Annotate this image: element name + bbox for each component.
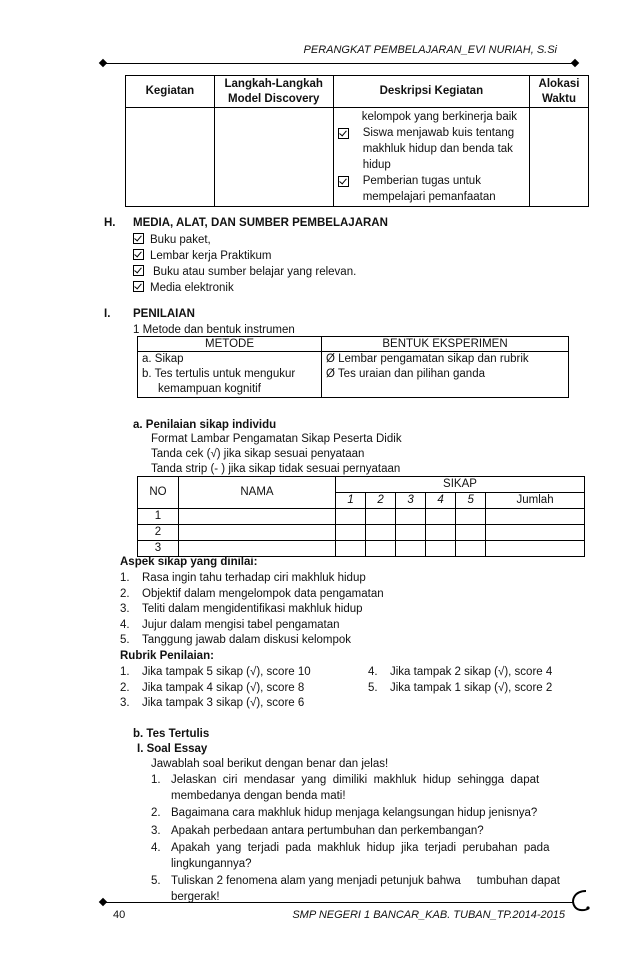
checkbox-icon bbox=[338, 128, 349, 139]
table-row bbox=[138, 509, 585, 525]
checkbox-icon bbox=[133, 265, 144, 276]
list-number: 2. bbox=[120, 681, 130, 694]
question-text: Jelaskan ciri mendasar yang dimiliki makhluk hidup sehingga dapat bbox=[171, 774, 540, 786]
question-number: 2. bbox=[151, 807, 161, 819]
question-item bbox=[151, 773, 563, 804]
cell-alokasi bbox=[530, 108, 589, 207]
header-rule-right-diamond bbox=[571, 59, 579, 67]
list-number: 4. bbox=[368, 666, 378, 678]
checkbox-icon bbox=[133, 281, 144, 292]
checkbox-icon bbox=[133, 249, 144, 260]
list-item bbox=[120, 696, 311, 712]
col-kegiatan: Kegiatan bbox=[126, 76, 215, 108]
list-item bbox=[133, 248, 356, 264]
sikap-col-4: 4 bbox=[426, 493, 456, 509]
footer-rule bbox=[103, 902, 573, 903]
question-text: membedanya dengan benda mati! bbox=[171, 789, 346, 802]
list-item bbox=[133, 280, 356, 296]
sikap-line: Format Lambar Pengamatan Sikap Peserta Didik bbox=[151, 433, 402, 445]
section-i-subtitle: 1 Metode dan bentuk instrumen bbox=[133, 324, 295, 336]
list-item bbox=[368, 681, 552, 697]
list-text: Objektif dalam mengelompok data pengamatan bbox=[142, 587, 384, 600]
footer-rule-left-diamond bbox=[99, 898, 107, 906]
col-sikap: SIKAP bbox=[336, 477, 585, 493]
sikap-col-2: 2 bbox=[366, 493, 396, 509]
list-item bbox=[120, 618, 384, 634]
row-no: 1 bbox=[138, 509, 179, 525]
question-item bbox=[151, 841, 563, 872]
list-number: 3. bbox=[120, 697, 130, 709]
list-text: Jujur dalam mengisi tabel pengamatan bbox=[142, 618, 340, 631]
col-deskripsi: Deskripsi Kegiatan bbox=[333, 76, 529, 108]
checkbox-icon bbox=[133, 233, 144, 244]
list-text: Jika tampak 2 sikap (√), score 4 bbox=[390, 666, 553, 678]
list-item bbox=[133, 232, 356, 248]
list-item bbox=[120, 602, 384, 618]
rubrik-left bbox=[120, 665, 311, 712]
list-number: 1. bbox=[120, 572, 130, 584]
desc-line: kelompok yang berkinerja baik bbox=[361, 111, 518, 123]
question-list bbox=[151, 773, 563, 907]
question-text: Bagaimana cara makhluk hidup menjaga kelangsungan hidup jenisnya? bbox=[171, 807, 538, 819]
aspek-list bbox=[120, 571, 384, 649]
question-number: 3. bbox=[151, 824, 161, 837]
page-number: 40 bbox=[113, 909, 126, 921]
list-item bbox=[120, 633, 384, 649]
list-item bbox=[120, 587, 384, 603]
list-item bbox=[120, 665, 311, 681]
desc-text: Pemberian tugas untuk bbox=[362, 175, 481, 187]
rubrik-title: Rubrik Penilaian: bbox=[120, 650, 214, 662]
section-i-title: PENILAIAN bbox=[133, 308, 195, 320]
desc-text: Siswa menjawab kuis tentang bbox=[362, 127, 515, 139]
rubrik-right bbox=[368, 665, 552, 696]
sikap-line: Tanda strip (- ) jika sikap tidak sesuai pernyataan bbox=[151, 463, 401, 475]
section-h-list bbox=[133, 232, 356, 296]
question-item bbox=[151, 874, 563, 905]
row-no: 2 bbox=[138, 525, 179, 541]
sikap-col-jumlah: Jumlah bbox=[486, 493, 585, 509]
list-item bbox=[133, 264, 356, 280]
question-number: 5. bbox=[151, 875, 161, 887]
list-item-text: Buku atau sumber belajar yang relevan. bbox=[153, 266, 357, 278]
list-text: Rasa ingin tahu terhadap ciri makhluk hidup bbox=[142, 572, 366, 584]
sikap-col-3: 3 bbox=[396, 493, 426, 509]
tes-intro: Jawablah soal berikut dengan benar dan jelas! bbox=[151, 758, 389, 770]
header-rule bbox=[103, 63, 575, 64]
question-text: Tuliskan 2 fenomena alam yang menjadi petunjuk bahwa tumbuhan dapat bbox=[171, 875, 560, 887]
desc-item bbox=[338, 173, 525, 205]
section-h-letter: H. bbox=[104, 217, 116, 229]
col-langkah-label: Langkah-Langkah Model Discovery bbox=[224, 78, 323, 105]
desc-text: mempelajari pemanfaatan bbox=[362, 191, 496, 203]
col-metode: METODE bbox=[138, 337, 322, 352]
method-table bbox=[137, 336, 569, 398]
sikap-col-1: 1 bbox=[336, 493, 366, 509]
section-i-letter: I. bbox=[104, 308, 111, 320]
list-number: 5. bbox=[368, 681, 378, 694]
question-number: 1. bbox=[151, 774, 161, 786]
cell-kegiatan bbox=[126, 108, 215, 207]
list-number: 5. bbox=[120, 634, 130, 646]
cell-metode bbox=[138, 352, 322, 398]
footer-text: SMP NEGERI 1 BANCAR_KAB. TUBAN_TP.2014-2015 bbox=[292, 909, 565, 921]
row-no: 3 bbox=[138, 541, 179, 557]
list-text: Jika tampak 3 sikap (√), score 6 bbox=[142, 697, 305, 709]
question-number: 4. bbox=[151, 842, 161, 854]
sikap-col-5: 5 bbox=[456, 493, 486, 509]
list-number: 4. bbox=[120, 618, 130, 631]
activity-table bbox=[125, 75, 589, 207]
list-item-text: Lembar kerja Praktikum bbox=[150, 250, 272, 262]
checkbox-icon bbox=[338, 176, 349, 187]
question-text: bergerak! bbox=[171, 890, 220, 903]
section-h-title: MEDIA, ALAT, DAN SUMBER PEMBELAJARAN bbox=[133, 217, 388, 229]
col-langkah bbox=[214, 76, 333, 108]
cell-bentuk bbox=[322, 352, 569, 398]
question-text: lingkungannya? bbox=[171, 857, 252, 870]
tes-title: b. Tes Tertulis bbox=[133, 728, 210, 740]
list-item-text: Media elektronik bbox=[150, 282, 234, 294]
metode-line: a. Sikap bbox=[142, 353, 184, 366]
tes-subtitle: I. Soal Essay bbox=[137, 743, 208, 755]
col-nama: NAMA bbox=[179, 477, 336, 509]
cell-deskripsi bbox=[333, 108, 529, 207]
list-number: 1. bbox=[120, 666, 130, 678]
bentuk-line: Ø Lembar pengamatan sikap dan rubrik bbox=[326, 353, 529, 366]
col-alokasi bbox=[530, 76, 589, 108]
metode-line: b. Tes tertulis untuk mengukur bbox=[142, 368, 296, 381]
list-item bbox=[120, 571, 384, 587]
bentuk-line: Ø Tes uraian dan pilihan ganda bbox=[326, 368, 485, 381]
sikap-instructions bbox=[151, 432, 402, 477]
question-item bbox=[151, 824, 563, 840]
page-header-title: PERANGKAT PEMBELAJARAN_EVI NURIAH, S.Si bbox=[303, 44, 557, 56]
list-text: Teliti dalam mengidentifikasi makhluk hidup bbox=[142, 603, 363, 615]
list-number: 2. bbox=[120, 587, 130, 600]
list-item bbox=[120, 681, 311, 697]
question-text: Apakah perbedaan antara pertumbuhan dan perkembangan? bbox=[171, 824, 484, 837]
col-bentuk: BENTUK EKSPERIMEN bbox=[322, 337, 569, 352]
aspek-title: Aspek sikap yang dinilai: bbox=[120, 556, 258, 568]
list-text: Jika tampak 1 sikap (√), score 2 bbox=[390, 681, 553, 694]
list-text: Tanggung jawab dalam diskusi kelompok bbox=[142, 634, 352, 646]
cell-langkah bbox=[214, 108, 333, 207]
desc-text: hidup bbox=[362, 159, 391, 171]
col-alokasi-label: Alokasi Waktu bbox=[538, 78, 580, 105]
sikap-title: a. Penilaian sikap individu bbox=[133, 419, 277, 431]
list-number: 3. bbox=[120, 603, 130, 615]
list-text: Jika tampak 5 sikap (√), score 10 bbox=[142, 666, 311, 678]
list-item bbox=[368, 665, 552, 681]
desc-text: makhluk hidup dan benda tak bbox=[362, 143, 513, 155]
question-text: Apakah yang terjadi pada makhluk hidup jika terjadi perubahan pada bbox=[171, 842, 550, 854]
sikap-line: Tanda cek (√) jika sikap sesuai penyataan bbox=[151, 448, 365, 460]
list-text: Jika tampak 4 sikap (√), score 8 bbox=[142, 681, 305, 694]
question-item bbox=[151, 806, 563, 822]
metode-line: kemampuan kognitif bbox=[158, 383, 261, 396]
footer-ornament-icon bbox=[566, 888, 594, 914]
col-no: NO bbox=[138, 477, 179, 509]
desc-item bbox=[338, 125, 525, 173]
sikap-table bbox=[137, 476, 585, 557]
list-item-text: Buku paket, bbox=[150, 234, 211, 246]
table-row bbox=[138, 525, 585, 541]
